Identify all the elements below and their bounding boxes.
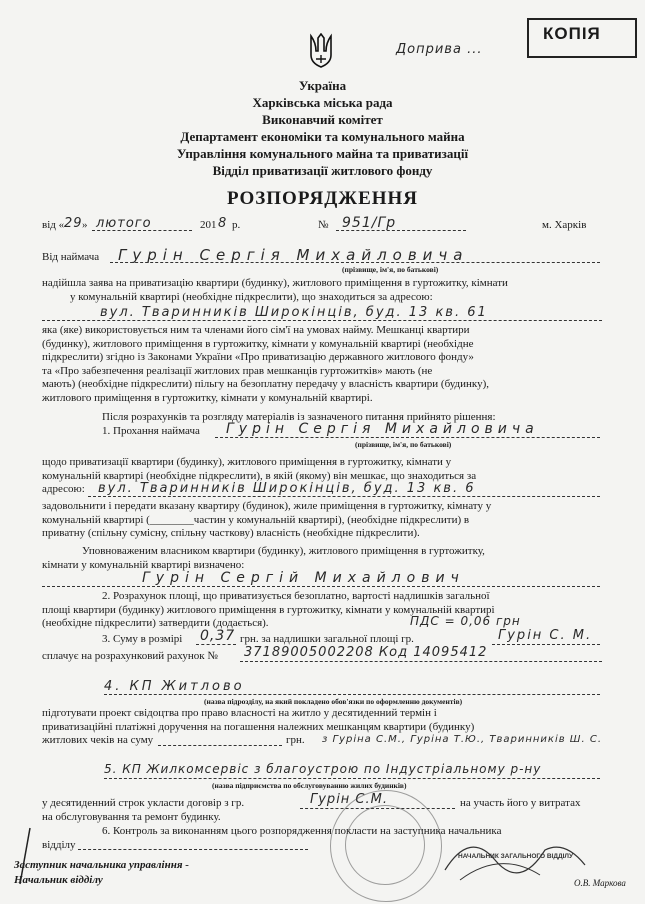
date-line: від « 29 » лютого 201 8 р. № 951/Гр м. Харків xyxy=(42,215,587,231)
address2-handwritten: вул. Тваринників Широкінців, буд. 13 кв. 6 xyxy=(98,481,476,496)
document-page: КОПІЯ Доприва ... Україна Харківська міська рада Виконавчий комітет Департамент економіки та комунального майна Управління комунального майна та приватизації Відділ приватизації житлового фонду РОЗПОРЯДЖЕННЯ від « 29 » лютого 201 8 р. № 951/Гр м. Харків Від наймача Гурін Сергія Михайловича (прізвище, ім'я, по батькові) надійшла заява на приватизацію квартири (будинку), житлового приміщення в гуртожитку, кімнати у комунальній квартирі (необхідне підкреслити), що знаходиться за адресою: вул. Тваринників Широкінців, буд. 13 кв. 61 яка (яке) використовується ним та членами його сім'ї на умовах найму. Мешканці квартири (будинку), житлового приміщення в гуртожитку, кімнати у комунальній квартирі (необхідне підкреслити) згідно із Законами України «Про приватизацію державного житлового фонду» та «Про забезпечення реалізації житлових прав мешканців гуртожитків» мають (не мають) (необхідне підкреслити) пільгу на безоплатну передачу у власність квартири (будинку), житлового приміщення в гуртожитку, кімнати у комунальній квартирі. Після розрахунків та розгляду матеріалів із зазначеного питання прийнято рішення: 1. Прохання наймача Гурін Сергія Михайловича (прізвище, ім'я, по батькові) щодо приватизації квартири (будинку), житлового приміщення в гуртожитку, кімнати у комунальній квартирі (необхідне підкреслити), в якій (якому) він мешкає, що знаходиться за адресою: вул. Тваринників Широкінців, буд. 13 кв. 6 задовольнити і передати вказану квартиру (будинок), жиле приміщення в гуртожитку, кімнату у комунальній квартирі (________частин у комунальній квартирі), (необхідне підкреслити) в приватну (спільну сумісну, спільну часткову) власність (необхідне підкреслити). Уповноваженим власником квартири (будинку), житлового приміщення в гуртожитку, кімнати у комунальній квартирі визначено: Гурін Сергій Михайлович 2. Розрахунок площі, що приватизується безоплатно, вартості надлишків загальної площі квартири (будинку) житлового приміщення в гуртожитку, кімнати у комунальній квартирі (необхідне підкреслити) затвердити (додається). ПДС = 0,06 грн 3. Суму в розмірі 0,37 грн. за надлишки загальної площі гр. Гурін С. М. сплачує на розрахунковий рахунок № 37189005002208 Код 14095412 4. КП Житлово (назва підрозділу, на який покладено обов'язки по оформленню документів) підготувати проект свідоцтва про право власності на житло у десятиденний термін і приватизаційні платіжні доручення на погашення належних мешканцям квартири (будинку) житлових чеків на суму грн. з Гуріна С.М., Гуріна Т.Ю., Тваринників Ш. С. 5. КП Жилкомсервіс з благоустрою по Індустріальному р-ну (назва підприємства по обслуговуванню жилих будинків) у десятиденний строк укласти договір з гр. Гурін С.М. на участь його у витратах на обслуговування та ремонт будинку. 6. Контроль за виконанням цього розпорядження покласти на заступника начальника відділу Заступник начальника управління - Начальник відділу НАЧАЛЬНИК ЗАГАЛЬНОГО ВІДДІЛУ О.В. Маркова xyxy=(0,0,645,904)
owner-intro: Уповноваженим власником квартири (будинку), житлового приміщення в гуртожитку, кімнати у комунальній квартирі визначено: xyxy=(42,545,485,571)
copy-stamp: КОПІЯ xyxy=(527,18,637,58)
official-seal xyxy=(330,790,442,902)
item5-caption: (назва підприємства по обслуговуванню жилих будинків) xyxy=(212,781,407,790)
name-caption: (прізвище, ім'я, по батькові) xyxy=(342,265,439,274)
para5-handwritten: з Гуріна С.М., Гуріна Т.Ю., Тваринників Ш. С. xyxy=(322,734,603,745)
item3-account-label: сплачує на розрахунковий рахунок № xyxy=(42,650,218,662)
seal-text: НАЧАЛЬНИК ЗАГАЛЬНОГО ВІДДІЛУ xyxy=(458,853,574,860)
date-month: лютого xyxy=(96,216,152,231)
item3-account: 37189005002208 Код 14095412 xyxy=(244,645,488,660)
paragraph-transfer: задовольнити і передати вказану квартиру (будинок), жиле приміщення в гуртожитку, кімнату у комунальній квартирі (________частин у комунальній квартирі), (необхідне підкреслити) в приватну (спільну сумісну, спільну часткову) власність (необхідне підкреслити). xyxy=(42,500,492,539)
para6-prefix: у десятиденний строк укласти договір з гр. xyxy=(42,797,245,809)
item4-unit: 4. КП Житлово xyxy=(104,679,245,694)
address-handwritten: вул. Тваринників Широкінців, буд. 13 кв. 61 xyxy=(100,305,488,320)
header-country: Україна xyxy=(298,78,347,93)
signature-block: Заступник начальника управління - Начальник відділу xyxy=(14,859,189,886)
item1-tenant: Гурін Сергія Михайловича xyxy=(226,421,539,437)
owner-name: Гурін Сергій Михайлович xyxy=(142,570,465,586)
signatory-name: О.В. Маркова xyxy=(574,878,626,888)
item1-label: 1. Прохання наймача xyxy=(102,425,200,437)
item2-handwritten: ПДС = 0,06 грн xyxy=(410,614,521,628)
header-division: Відділ приватизації житлового фонду xyxy=(212,163,433,178)
decision-intro: Після розрахунків та розгляду матеріалів із зазначеного питання прийнято рішення: xyxy=(102,411,496,423)
item2-paragraph: 2. Розрахунок площі, що приватизується безоплатно, вартості надлишків загальної площі квартири (будинку) житлового приміщення в гуртожитку, кімнати у комунальній квартирі (необхідне підкреслити) затвердити (додається). xyxy=(42,590,495,629)
item6-paragraph: 6. Контроль за виконанням цього розпорядження покласти на заступника начальника відділу xyxy=(42,825,502,851)
document-title: РОЗПОРЯДЖЕННЯ xyxy=(226,188,419,209)
item3-amount: 0,37 xyxy=(200,628,236,644)
signature-scribble-icon xyxy=(440,820,590,890)
order-number: 951/Гр xyxy=(342,215,397,231)
para6-person: Гурін С.М. xyxy=(310,792,388,807)
tenant-name: Гурін Сергія Михайловича xyxy=(118,246,469,264)
paragraph-privatization: щодо приватизації квартири (будинку), житлового приміщення в гуртожитку, кімнати у комунальній квартирі (необхідне підкреслити), в якій (якому) він мешкає, що знаходиться за адресою: xyxy=(42,456,477,495)
tenant-label: Від наймача xyxy=(42,251,100,263)
header-department: Департамент економіки та комунального майна xyxy=(180,129,465,144)
date-day: 29 xyxy=(64,216,83,231)
header-administration: Управління комунального майна та приватизації xyxy=(176,146,469,161)
item5-company: 5. КП Жилкомсервіс з благоустрою по Індустріальному р-ну xyxy=(104,762,542,776)
header-city-council: Харківська міська рада xyxy=(252,95,393,110)
trident-emblem-icon xyxy=(308,33,334,69)
header-committee: Виконавчий комітет xyxy=(262,112,383,127)
item4-caption: (назва підрозділу, на який покладено обов'язки по оформленню документів) xyxy=(204,697,463,706)
item3-line: 3. Суму в розмірі xyxy=(102,633,183,645)
paragraph-application: надійшла заява на приватизацію квартири (будинку), житлового приміщення в гуртожитку, кімнати у комунальній квартирі (необхідне підкреслити), що знаходиться за адресою: xyxy=(42,277,508,303)
copy-annotation: Доприва ... xyxy=(396,42,483,57)
margin-line-icon xyxy=(18,826,32,886)
item3-person: Гурін С. М. xyxy=(498,628,593,643)
paragraph-certificate: підготувати проект свідоцтва про право власності на житло у десятиденний термін і приватизаційні платіжні доручення на погашення належних мешканцям квартири (будинку) житлових чеків на суму xyxy=(42,707,475,746)
paragraph-usage: яка (яке) використовується ним та членами його сім'ї на умовах найму. Мешканці квартири (будинку), житлового приміщення в гуртожитку, кімнати у комунальній квартирі (необхідне підкреслити) згідно із Законами України «Про приватизацію державного житлового фонду» та «Про забезпечення реалізації житлових прав мешканців гуртожитків» мають (не мають) (необхідне підкреслити) пільгу на безоплатну передачу у власність квартири (будинку), житлового приміщення в гуртожитку, кімнати у комунальній квартирі. xyxy=(42,324,490,404)
